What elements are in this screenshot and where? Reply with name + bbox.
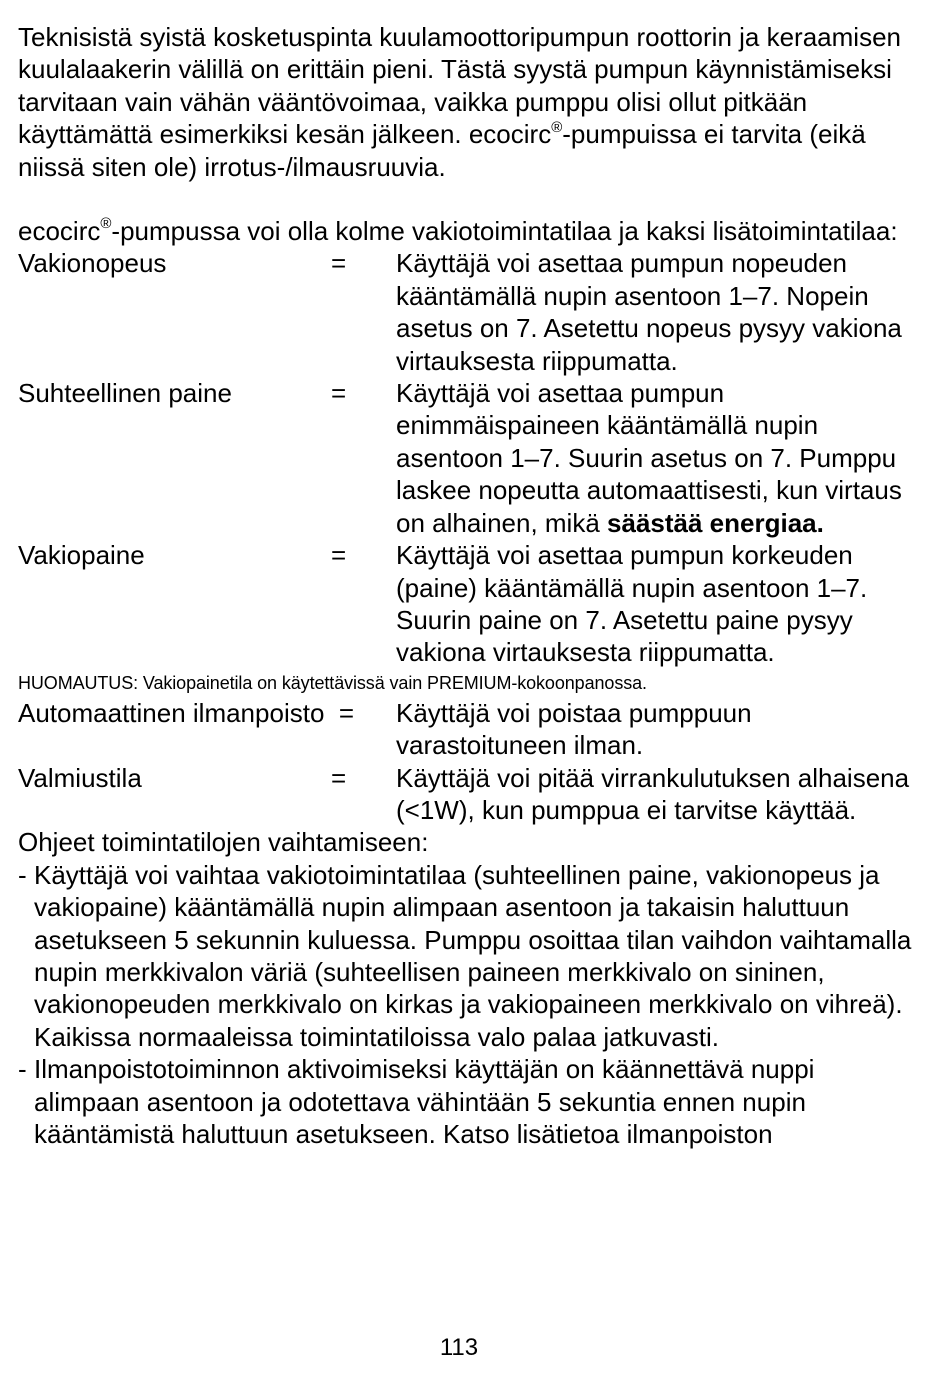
- intro-paragraph: [18, 21, 918, 183]
- premium-note: HUOMAUTUS: Vakiopainetila on käytettävissä vain PREMIUM-kokoonpanossa.: [18, 672, 647, 693]
- mode-term-cell: [18, 247, 396, 279]
- instruction-bullet-air-purge: [18, 1053, 918, 1150]
- mode-term: Valmiustila: [18, 762, 142, 793]
- mode-term: Vakiopaine: [18, 540, 145, 571]
- mode-definition-auto-air-purge: [18, 697, 918, 762]
- equals-sign-inline: [332, 698, 339, 728]
- brand-name: ecocirc: [18, 216, 101, 247]
- page-number: 113: [439, 1334, 479, 1361]
- mode-term: Automaattinen ilmanpoisto: [18, 697, 325, 728]
- mode-description-wrapper: [396, 377, 918, 539]
- mode-term: Suhteellinen paine: [18, 378, 232, 409]
- intro-text-continued: -pumpuissa ei tarvita (eikä niissä siten ole) irrotus-/ilmausruuvia.: [18, 119, 866, 182]
- equals-sign: =: [331, 248, 347, 279]
- bullet-marker: -: [18, 859, 27, 890]
- registered-mark: ®: [100, 215, 112, 233]
- equals-sign: =: [331, 762, 347, 793]
- mode-term-cell: [18, 539, 396, 571]
- equals-sign: =: [338, 697, 355, 728]
- bullet-text: Ilmanpoistotoiminnon aktivoimiseksi käyttäjän on käännettävä nuppi alimpaan asentoon ja odotettava vähintään 5 sekuntia ennen nupin kääntämistä haluttuun asetukseen. Katso lisätietoa ilmanpoiston: [34, 1054, 815, 1149]
- mode-term-cell: [18, 762, 396, 794]
- registered-mark: ®: [551, 118, 563, 136]
- mode-definition-standby: [18, 762, 918, 827]
- intro-text: Teknisistä syistä kosketuspinta kuulamoottoripumpun roottorin ja keraamisen kuulalaakerin välillä on erittäin pieni. Tästä syystä pumpun käynnistämiseksi tarvitaan vain vähän vääntövoimaa, vaikka pumppu olisi ollut pitkään käyttämättä esimerkiksi kesän jälkeen. ecocirc: [18, 22, 901, 150]
- mode-description: Käyttäjä voi asettaa pumpun enimmäispaineen kääntämällä nupin asentoon 1–7. Suurin asetus on 7. Pumppu laskee nopeutta automaattisesti, kun virtaus on alhainen, mikä: [396, 378, 902, 538]
- mode-term: Vakionopeus: [18, 248, 167, 279]
- bullet-marker: -: [18, 1054, 27, 1085]
- modes-intro-text: -pumpussa voi olla kolme vakiotoimintatilaa ja kaksi lisätoimintatilaa:: [111, 216, 898, 247]
- mode-term-cell: [18, 377, 396, 409]
- mode-description: Käyttäjä voi asettaa pumpun korkeuden (paine) kääntämällä nupin asentoon 1–7. Suurin paine on 7. Asetettu paine pysyy vakiona virtauksesta riippumatta.: [396, 540, 868, 668]
- mode-description: Käyttäjä voi poistaa pumppuun varastoituneen ilman.: [396, 697, 752, 761]
- instruction-bullet-mode-change: [18, 859, 918, 1053]
- instructions-heading: Ohjeet toimintatilojen vaihtamiseen:: [18, 827, 429, 858]
- bullet-text: Käyttäjä voi vaihtaa vakiotoimintatilaa (suhteellinen paine, vakionopeus ja vakiopaine) kääntämällä nupin alimpaan asentoon ja takaisin haluttuun asetukseen 5 sekunnin kuluessa. Pumppu osoittaa tilan vaihdon vaihtamalla nupin merkkivalon väriä (suhteellisen paineen merkkivalo on sininen, vakionopeuden merkkivalo on kirkas ja vakiopaineen merkkivalo on vihreä). Kaikissa normaaleissa toimintatiloissa valo palaa jatkuvasti.: [34, 859, 912, 1052]
- equals-sign: =: [331, 378, 347, 409]
- equals-sign: =: [331, 540, 347, 571]
- mode-description: Käyttäjä voi pitää virrankulutuksen alhaisena (<1W), kun pumppua ei tarvitse käyttää.: [396, 762, 910, 825]
- mode-term-cell: [18, 697, 396, 729]
- mode-definition-constant-pressure: [18, 539, 918, 669]
- document-page: [18, 21, 918, 1150]
- mode-definition-proportional-pressure: [18, 377, 918, 539]
- mode-definition-constant-speed: [18, 247, 918, 377]
- paragraph-spacer: [18, 183, 918, 215]
- mode-description: Käyttäjä voi asettaa pumpun nopeuden kääntämällä nupin asentoon 1–7. Nopein asetus on 7. Asetettu nopeus pysyy vakiona virtauksesta riippumatta.: [396, 248, 902, 376]
- modes-intro-paragraph: [18, 215, 918, 247]
- energy-saving-emphasis: säästää energiaa.: [607, 507, 824, 538]
